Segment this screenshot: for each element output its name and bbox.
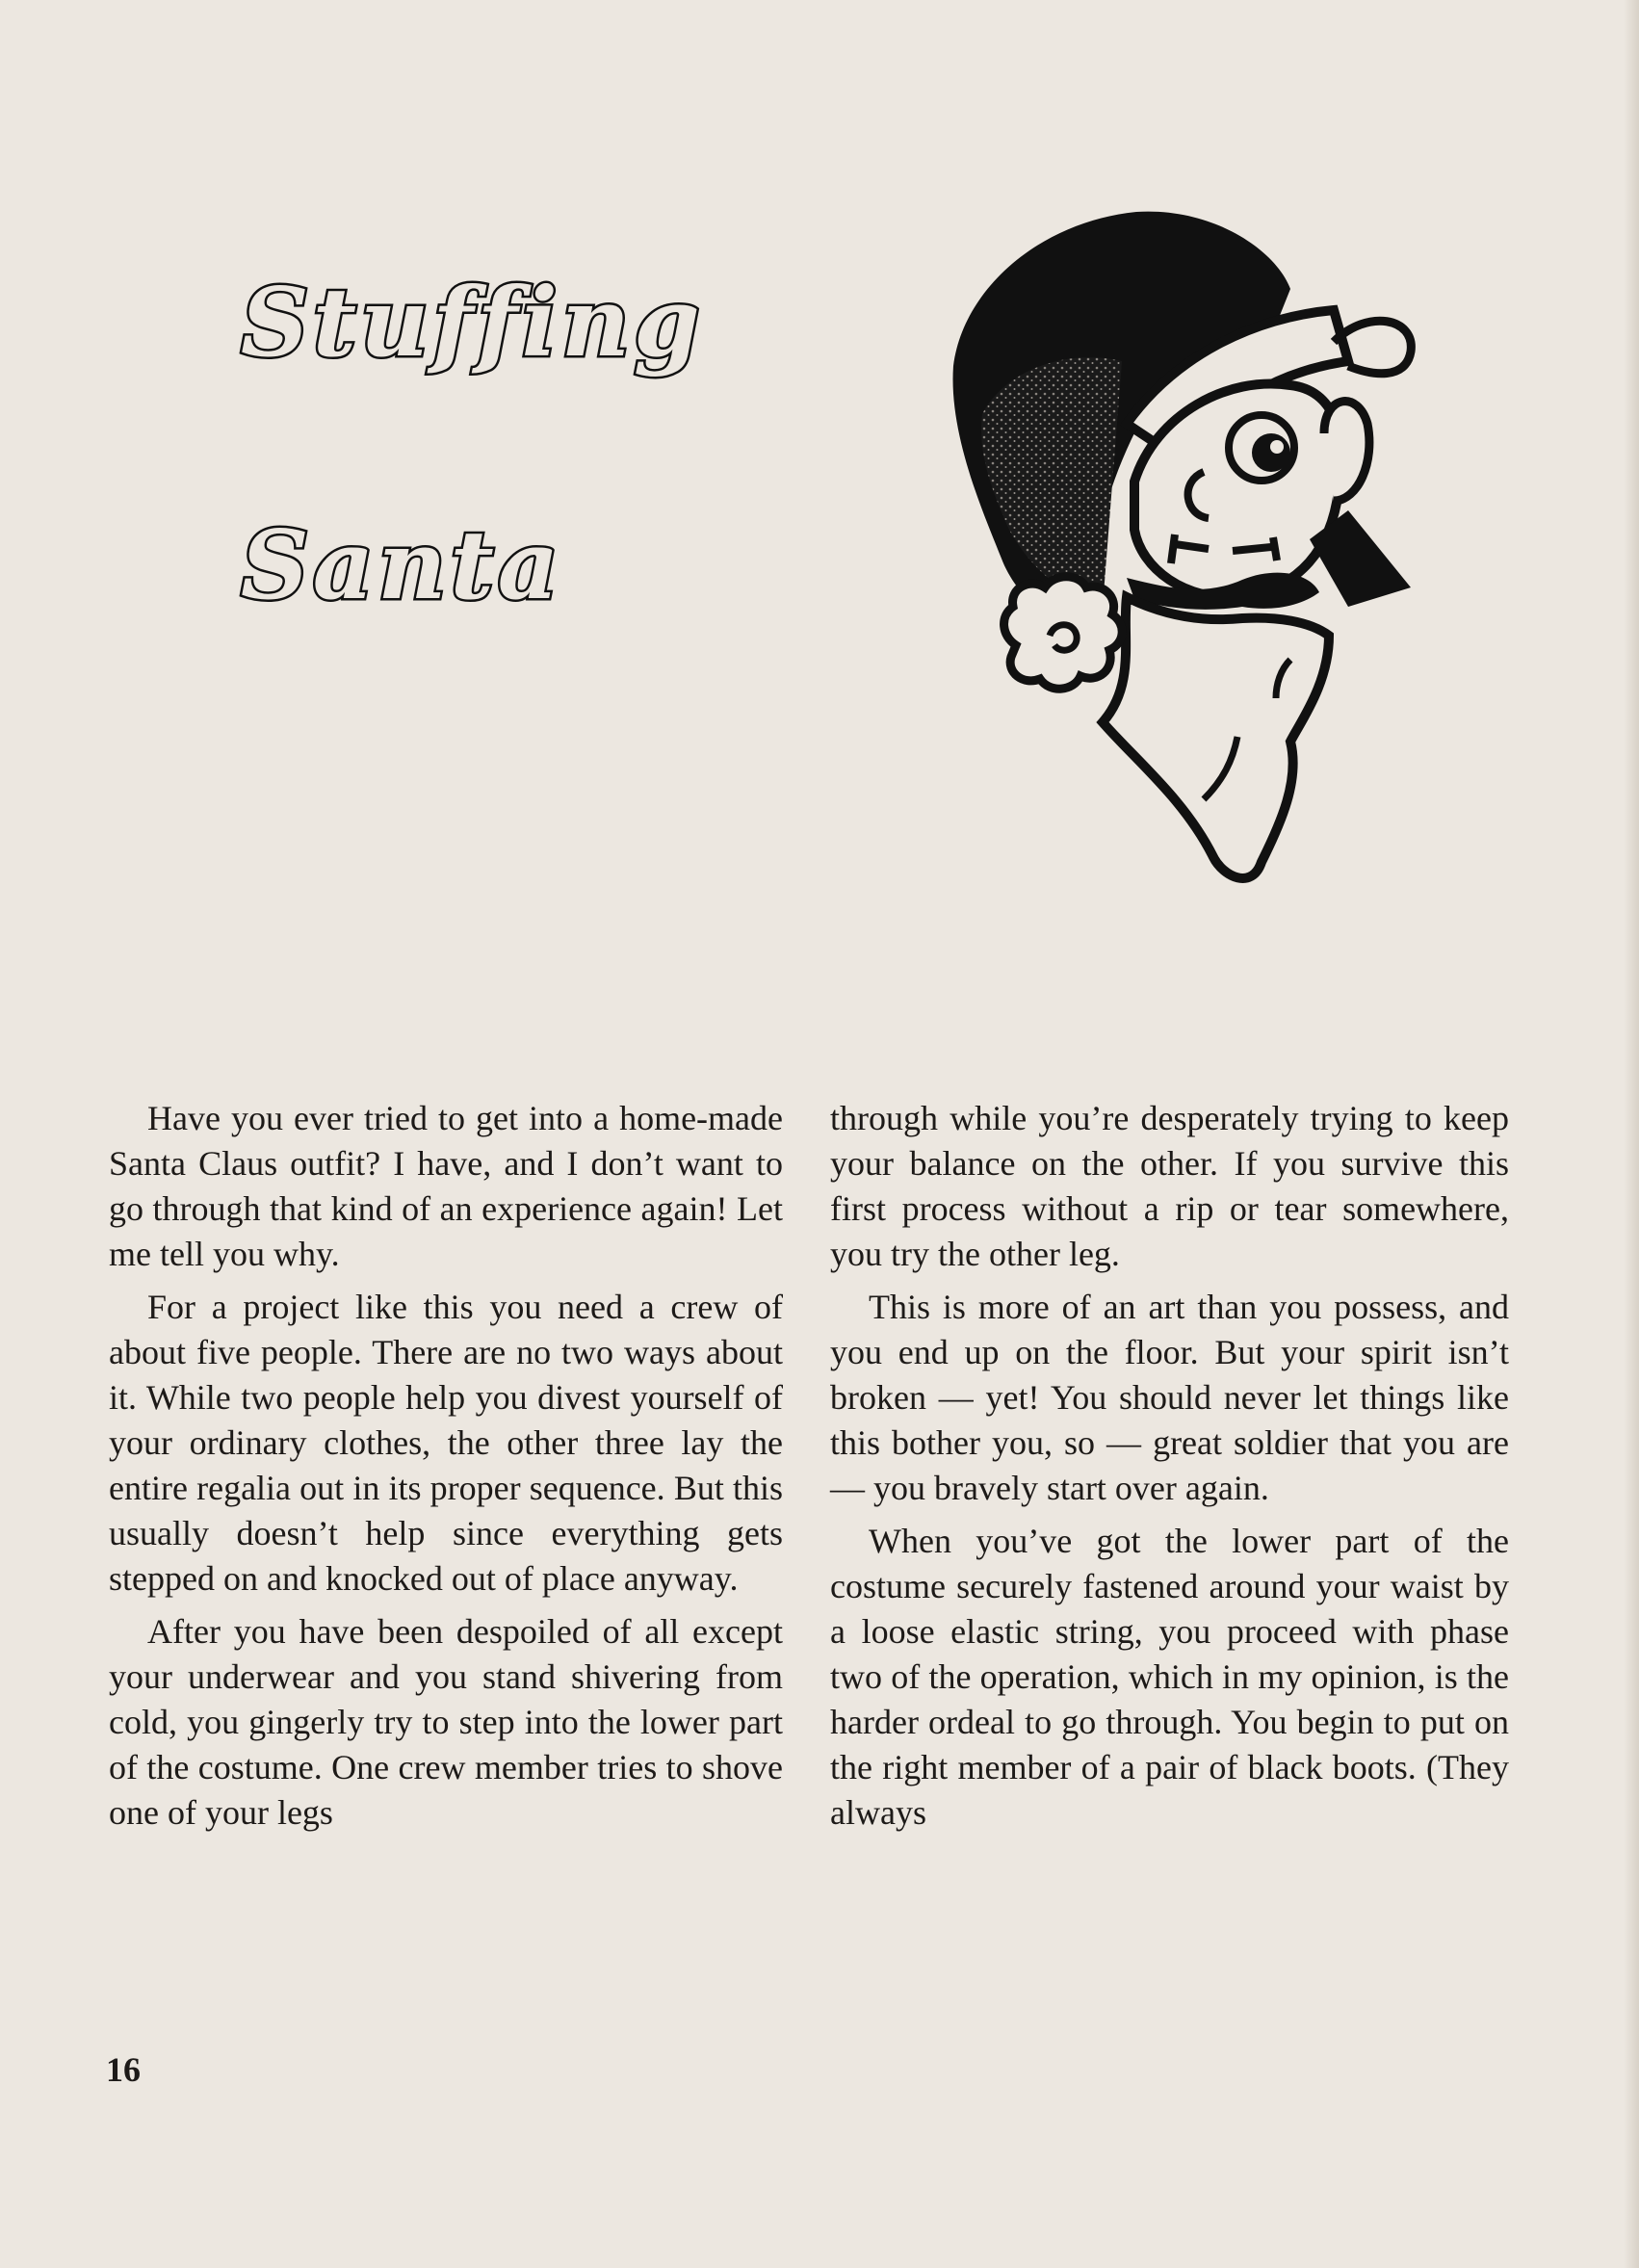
paragraph: When you’ve got the lower part of the costume securely fastened around your waist by a loose elastic string, you proceed with phase two of the operation, which in my opinion, is the harder ordeal to go through. You begin to put on the right member of a pair of black boots. (They always — [830, 1522, 1509, 1832]
paragraph: For a project like this you need a crew of about five people. There are no two ways about it. While two people help you divest yourself of your ordinary clothes, the other three lay the entire regalia out in its proper sequence. But this usually doesn’t help since everything gets stepped on and knocked out of place anyway. — [109, 1288, 783, 1598]
paragraph: This is more of an art than you possess, and you end up on the floor. But your spirit isn’t broken — yet! You should never let things like this bother you, so — great soldier that you are — you bravely start over again. — [830, 1288, 1509, 1507]
title-line-2: Santa — [241, 510, 563, 621]
page-number: 16 — [106, 2050, 141, 2089]
hat-shading — [981, 357, 1122, 607]
title-line-1: Stuffing — [241, 268, 704, 378]
pompom-shape — [1004, 577, 1123, 689]
page-edge — [1624, 0, 1639, 2268]
paragraph: Have you ever tried to get into a home-made Santa Claus outfit? I have, and I don’t want to go through that kind of an experience again! Let me tell you why. — [109, 1099, 783, 1273]
beard-shape — [1103, 597, 1329, 878]
paragraph: through while you’re desperately trying to keep your balance on the other. If you survive this first process without a rip or tear somewhere, you try the other leg. — [830, 1099, 1509, 1273]
santa-head-icon — [896, 183, 1464, 953]
paragraph: After you have been despoiled of all except your underwear and you stand shivering from cold, you gingerly try to step into the lower part of the costume. One crew member tries to shove one of your legs — [109, 1612, 783, 1832]
article-column-left — [109, 1096, 783, 1843]
article-column-right — [830, 1096, 1509, 1843]
